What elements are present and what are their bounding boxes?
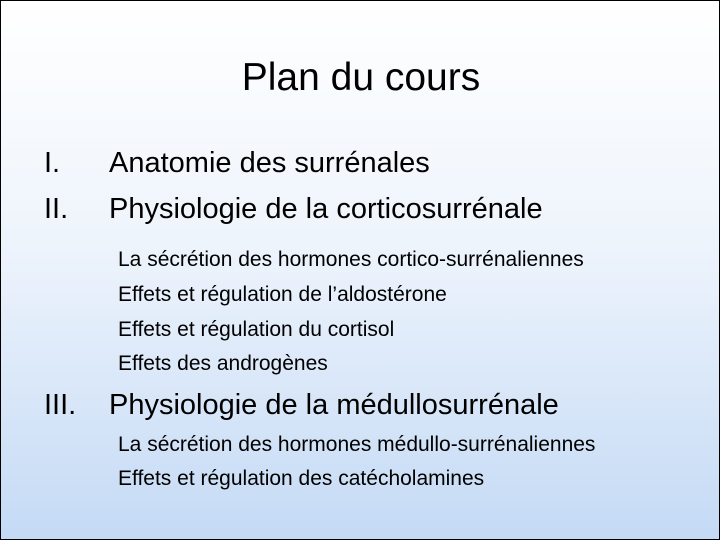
section-3-item-2: Effets et régulation des catécholamines [118, 467, 485, 490]
section-2-item-1: La sécrétion des hormones cortico-surrénaliennes [118, 248, 584, 271]
section-2-heading: Physiologie de la corticosurrénale [109, 193, 543, 225]
section-3-heading: Physiologie de la médullosurrénale [109, 389, 559, 421]
section-2-item-2: Effets et régulation de l’aldostérone [118, 283, 447, 306]
slide-title: Plan du cours [241, 56, 481, 99]
section-3-numeral: III. [44, 389, 77, 421]
section-1-numeral: I. [44, 147, 61, 179]
section-2-numeral: II. [44, 193, 69, 225]
section-2-item-4: Effets des androgènes [118, 352, 328, 375]
section-1-heading: Anatomie des surrénales [109, 147, 430, 179]
section-3-item-1: La sécrétion des hormones médullo-surrénaliennes [118, 433, 596, 456]
section-2-item-3: Effets et régulation du cortisol [118, 318, 395, 341]
